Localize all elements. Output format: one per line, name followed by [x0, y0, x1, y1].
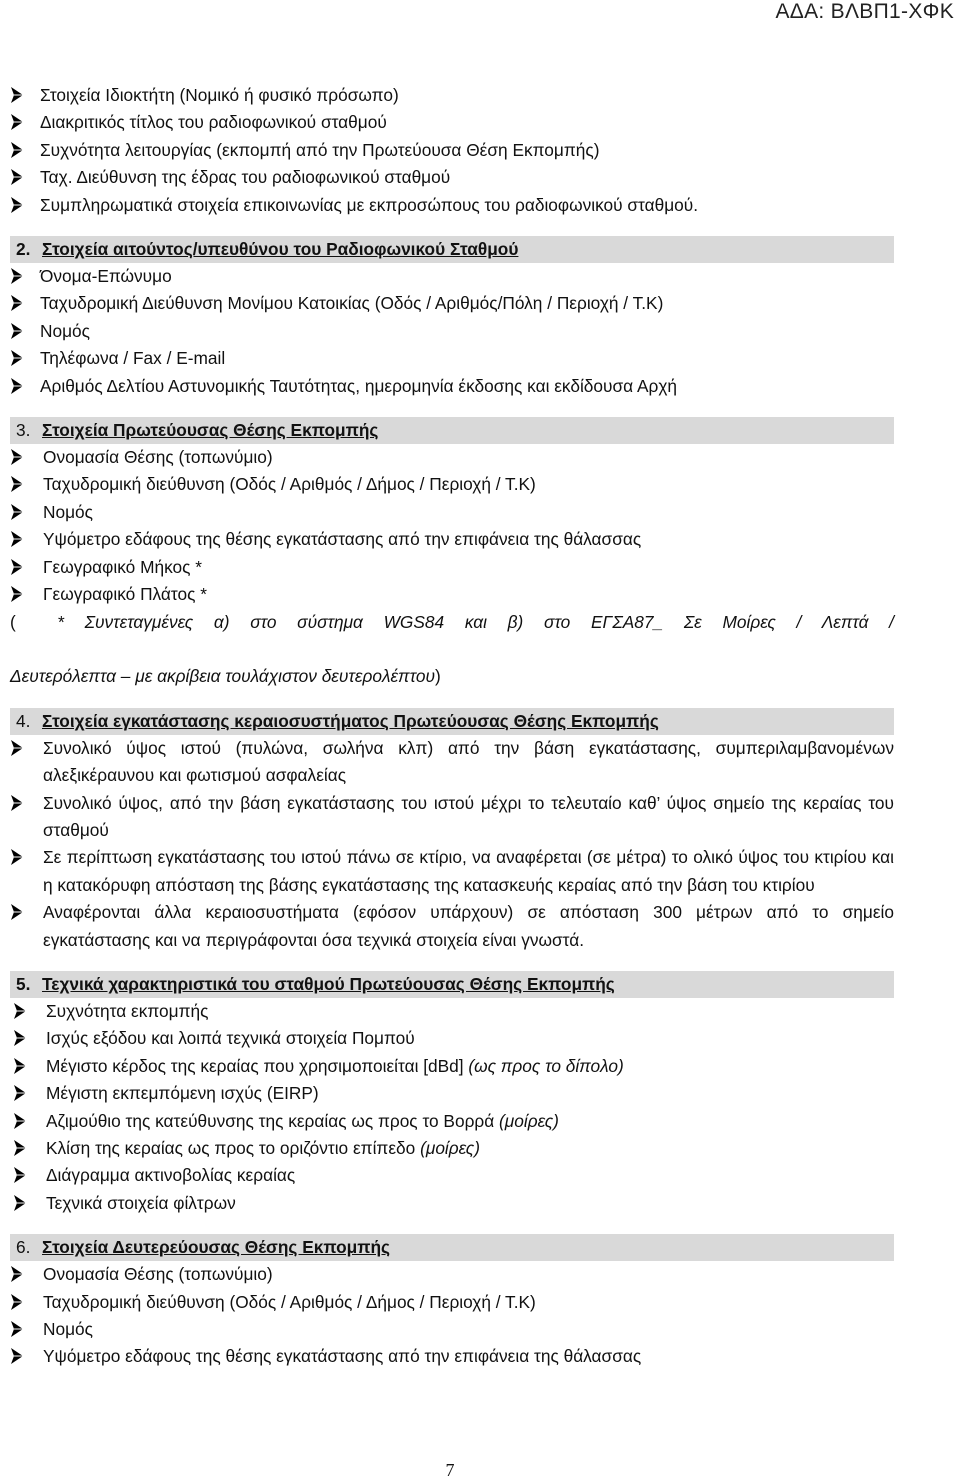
section-5 [10, 971, 894, 1217]
arrow-bullet-icon [10, 1320, 24, 1338]
arrow-bullet-icon [10, 294, 24, 312]
arrow-bullet-icon [13, 1139, 27, 1157]
arrow-bullet-icon [10, 794, 24, 812]
arrow-bullet-icon [10, 168, 24, 186]
list-item: Νομός [10, 1316, 894, 1343]
section-5-list [10, 998, 894, 1217]
section-title: Στοιχεία αιτούντος/υπευθύνου του Ραδιοφωνικού Σταθμού [42, 239, 519, 260]
arrow-bullet-icon [10, 739, 24, 757]
arrow-bullet-icon [13, 1002, 27, 1020]
section-4 [10, 708, 894, 954]
list-item: Κλίση της κεραίας ως προς το οριζόντιο επίπεδο (μοίρες) [13, 1135, 894, 1162]
list-item: Τεχνικά στοιχεία φίλτρων [13, 1190, 894, 1217]
section-4-list [10, 735, 894, 954]
section-heading: 6. Στοιχεία Δευτερεύουσας Θέσης Εκπομπής [10, 1234, 894, 1261]
arrow-bullet-icon [10, 848, 24, 866]
section-heading: 5. Τεχνικά χαρακτηριστικά του σταθμού Πρωτεύουσας Θέσης Εκπομπής [10, 971, 894, 998]
list-item: Συμπληρωματικά στοιχεία επικοινωνίας με εκπροσώπους του ραδιοφωνικού σταθμού. [10, 192, 894, 219]
section-title: Τεχνικά χαρακτηριστικά του σταθμού Πρωτεύουσας Θέσης Εκπομπής [42, 973, 615, 994]
arrow-bullet-icon [10, 530, 24, 548]
list-item: Ονομασία Θέσης (τοπωνύμιο) [10, 444, 894, 471]
section-6-list [10, 1261, 894, 1371]
arrow-bullet-icon [10, 1347, 24, 1365]
arrow-bullet-icon [13, 1029, 27, 1047]
ada-code: ΑΔΑ: ΒΛΒΠ1-ΧΦΚ [775, 0, 954, 23]
section-heading: 2. Στοιχεία αιτούντος/υπευθύνου του Ραδιοφωνικού Σταθμού [10, 236, 894, 263]
document-body [10, 82, 894, 1371]
list-item: Διάγραμμα ακτινοβολίας κεραίας [13, 1162, 894, 1189]
coordinates-note-continued: Δευτερόλεπτα – με ακρίβεια τουλάχιστον δευτερολέπτου) [10, 666, 441, 687]
section-heading: 3. Στοιχεία Πρωτεύουσας Θέσης Εκπομπής [10, 417, 894, 444]
list-item: Ονομασία Θέσης (τοπωνύμιο) [10, 1261, 894, 1288]
list-item: Όνομα-Επώνυμο [10, 263, 894, 290]
arrow-bullet-icon [10, 1293, 24, 1311]
list-item: Ισχύς εξόδου και λοιπά τεχνικά στοιχεία Πομπού [13, 1025, 894, 1052]
section-3-list [10, 444, 894, 608]
list-item: Συχνότητα λειτουργίας (εκπομπή από την Πρωτεύουσα Θέση Εκπομπής) [10, 137, 894, 164]
list-item: Μέγιστη εκπεμπόμενη ισχύς (EIRP) [13, 1080, 894, 1107]
arrow-bullet-icon [10, 349, 24, 367]
list-item: Συχνότητα εκπομπής [13, 998, 894, 1025]
coordinates-note: ( * Συντεταγμένες α) στο σύστημα WGS84 και β) στο ΕΓΣΑ87_ Σε Μοίρες / Λεπτά / [10, 611, 894, 632]
arrow-bullet-icon [13, 1084, 27, 1102]
list-item: Νομός [10, 499, 894, 526]
arrow-bullet-icon [10, 196, 24, 214]
list-item: Ταχυδρομική Διεύθυνση Μονίμου Κατοικίας (Οδός / Αριθμός/Πόλη / Περιοχή / Τ.Κ) [10, 290, 894, 317]
section-2-list [10, 263, 894, 400]
list-item: Νομός [10, 318, 894, 345]
section-2 [10, 236, 894, 400]
arrow-bullet-icon [13, 1194, 27, 1212]
list-item: Στοιχεία Ιδιοκτήτη (Νομικό ή φυσικό πρόσωπο) [10, 82, 894, 109]
list-item: Αριθμός Δελτίου Αστυνομικής Ταυτότητας, ημερομηνία έκδοσης και εκδίδουσα Αρχή [10, 373, 894, 400]
list-item: Ταχυδρομική διεύθυνση (Οδός / Αριθμός / Δήμος / Περιοχή / Τ.Κ) [10, 1289, 894, 1316]
arrow-bullet-icon [10, 1265, 24, 1283]
list-item: Μέγιστο κέρδος της κεραίας που χρησιμοποιείται [dBd] (ως προς το δίπολο) [13, 1053, 894, 1080]
list-item: Διακριτικός τίτλος του ραδιοφωνικού σταθμού [10, 109, 894, 136]
arrow-bullet-icon [10, 113, 24, 131]
section-6 [10, 1234, 894, 1371]
intro-list [10, 82, 894, 219]
list-item: Γεωγραφικό Μήκος * [10, 554, 894, 581]
list-item: Γεωγραφικό Πλάτος * [10, 581, 894, 608]
arrow-bullet-icon [10, 377, 24, 395]
list-item: Ταχ. Διεύθυνση της έδρας του ραδιοφωνικού σταθμού [10, 164, 894, 191]
arrow-bullet-icon [10, 903, 24, 921]
list-item: Υψόμετρο εδάφους της θέσης εγκατάστασης από την επιφάνεια της θάλασσας [10, 1343, 894, 1370]
arrow-bullet-icon [10, 141, 24, 159]
page-number: 7 [445, 1460, 455, 1480]
section-title: Στοιχεία Πρωτεύουσας Θέσης Εκπομπής [42, 420, 379, 441]
list-item: Ταχυδρομική διεύθυνση (Οδός / Αριθμός / Δήμος / Περιοχή / Τ.Κ) [10, 471, 894, 498]
section-title: Στοιχεία Δευτερεύουσας Θέσης Εκπομπής [42, 1237, 391, 1258]
arrow-bullet-icon [13, 1112, 27, 1130]
list-item: Αναφέρονται άλλα κεραιοσυστήματα (εφόσον υπάρχουν) σε απόσταση 300 μέτρων από το σημείο εγκατάστασης και να περιγράφονται όσα τεχνικά στοιχεία είναι γνωστά. [10, 899, 894, 954]
arrow-bullet-icon [13, 1166, 27, 1184]
section-3 [10, 417, 894, 691]
list-item: Συνολικό ύψος ιστού (πυλώνα, σωλήνα κλπ) από την βάση εγκατάστασης, συμπεριλαμβανομένων αλεξικέραυνου και φωτισμού ασφαλείας [10, 735, 894, 790]
list-item: Τηλέφωνα / Fax / E-mail [10, 345, 894, 372]
arrow-bullet-icon [10, 503, 24, 521]
arrow-bullet-icon [10, 86, 24, 104]
arrow-bullet-icon [10, 267, 24, 285]
arrow-bullet-icon [10, 448, 24, 466]
section-title: Στοιχεία εγκατάστασης κεραιοσυστήματος Πρωτεύουσας Θέσης Εκπομπής [42, 710, 659, 731]
list-item: Συνολικό ύψος, από την βάση εγκατάστασης του ιστού μέχρι το τελευταίο καθ’ ύψος σημείο της κεραίας του σταθμού [10, 790, 894, 845]
arrow-bullet-icon [10, 558, 24, 576]
section-heading: 4. Στοιχεία εγκατάστασης κεραιοσυστήματος Πρωτεύουσας Θέσης Εκπομπής [10, 708, 894, 735]
arrow-bullet-icon [10, 322, 24, 340]
arrow-bullet-icon [10, 475, 24, 493]
list-item: Σε περίπτωση εγκατάστασης του ιστού πάνω σε κτίριο, να αναφέρεται (σε μέτρα) το ολικό ύψος του κτιρίου και η κατακόρυφη απόσταση της βάσης εγκατάστασης της κατασκευής κεραίας από την βάση του κτιρίου [10, 844, 894, 899]
arrow-bullet-icon [13, 1057, 27, 1075]
arrow-bullet-icon [10, 585, 24, 603]
list-item: Αζιμούθιο της κατεύθυνσης της κεραίας ως προς το Βορρά (μοίρες) [13, 1108, 894, 1135]
list-item: Υψόμετρο εδάφους της θέσης εγκατάστασης από την επιφάνεια της θάλασσας [10, 526, 894, 553]
